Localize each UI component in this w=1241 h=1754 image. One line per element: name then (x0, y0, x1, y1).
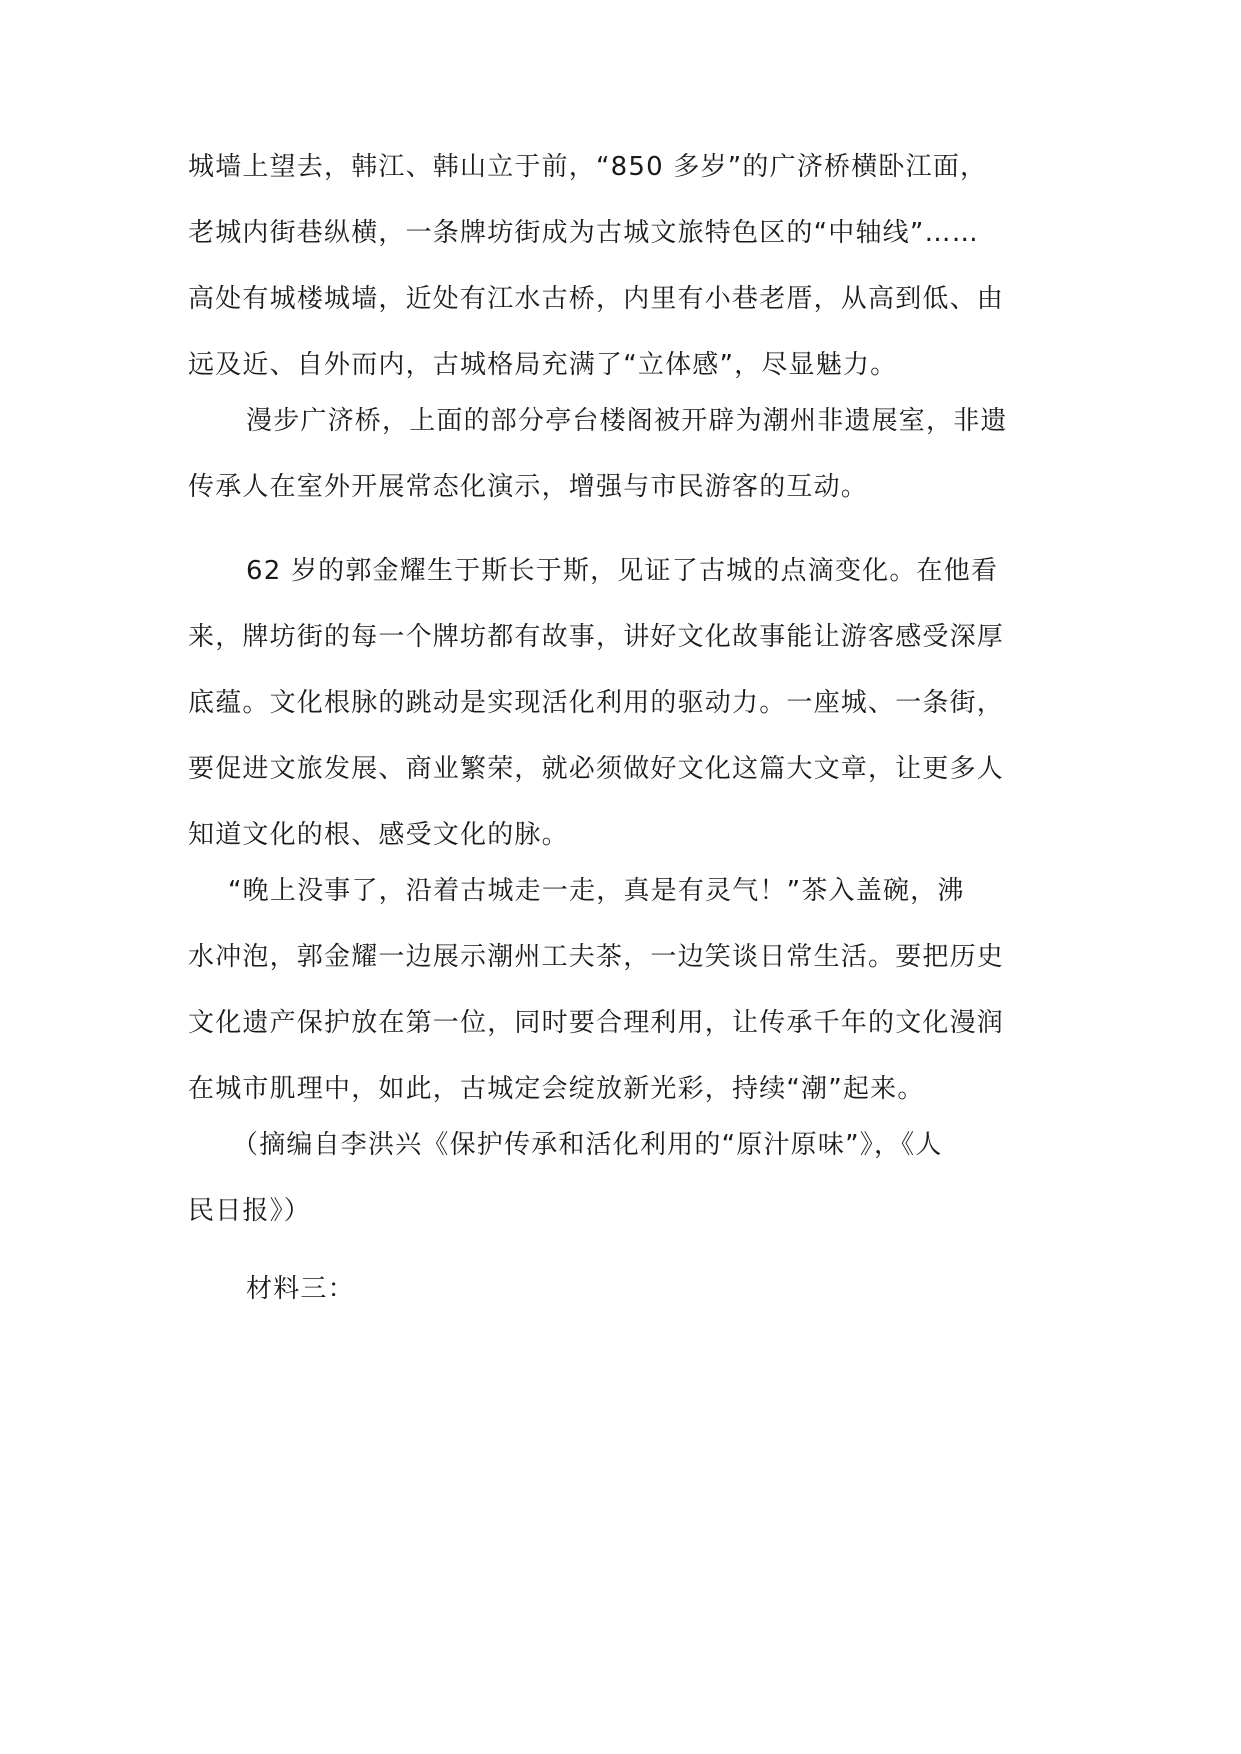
text-line: 传承人在室外开展常态化演示，增强与市民游客的互动。 (188, 472, 869, 502)
paragraph-ancient-city-view (188, 134, 1056, 398)
text-line: 远及近、自外而内，古城格局充满了“立体感”，尽显魅力。 (188, 350, 898, 380)
text-line: 漫步广济桥，上面的部分亭台楼阁被开辟为潮州非遗展室，非遗 (246, 406, 1008, 436)
text-line: 老城内街巷纵横，一条牌坊街成为古城文旅特色区的“中轴线”…… (188, 218, 979, 248)
text-line: 高处有城楼城墙，近处有江水古桥，内里有小巷老厝，从高到低、由 (188, 284, 1005, 314)
text-line: “晚上没事了，沿着古城走一走，真是有灵气！”茶入盖碗，沸 (228, 876, 965, 906)
text-line: 城墙上望去，韩江、韩山立于前，“850 多岁”的广济桥横卧江面， (188, 152, 988, 182)
text-line: 要促进文旅发展、商业繁荣，就必须做好文化这篇大文章，让更多人 (188, 754, 1005, 784)
text-line: 水冲泡，郭金耀一边展示潮州工夫茶，一边笑谈日常生活。要把历史 (188, 942, 1005, 972)
text-line: 在城市肌理中，如此，古城定会绽放新光彩，持续“潮”起来。 (188, 1074, 925, 1104)
paragraph-guangji-bridge (188, 388, 1056, 520)
text-line: 文化遗产保护放在第一位，同时要合理利用，让传承千年的文化漫润 (188, 1008, 1005, 1038)
text-line: 来，牌坊街的每一个牌坊都有故事，讲好文化故事能让游客感受深厚 (188, 622, 1005, 652)
source-citation (188, 1112, 1056, 1244)
text-line: 62 岁的郭金耀生于斯长于斯，见证了古城的点滴变化。在他看 (246, 556, 999, 586)
text-line: （摘编自李洪兴《保护传承和活化利用的“原汁原味”》，《人 (232, 1130, 943, 1160)
paragraph-evening-tea (188, 858, 1056, 1122)
text-line: 知道文化的根、感受文化的脉。 (188, 820, 569, 850)
text-line: 民日报》） (188, 1196, 312, 1226)
paragraph-guo-jinyao (188, 538, 1056, 868)
text-line: 底蕴。文化根脉的跳动是实现活化利用的驱动力。一座城、一条街， (188, 688, 1005, 718)
section-label: 材料三： (246, 1274, 355, 1304)
